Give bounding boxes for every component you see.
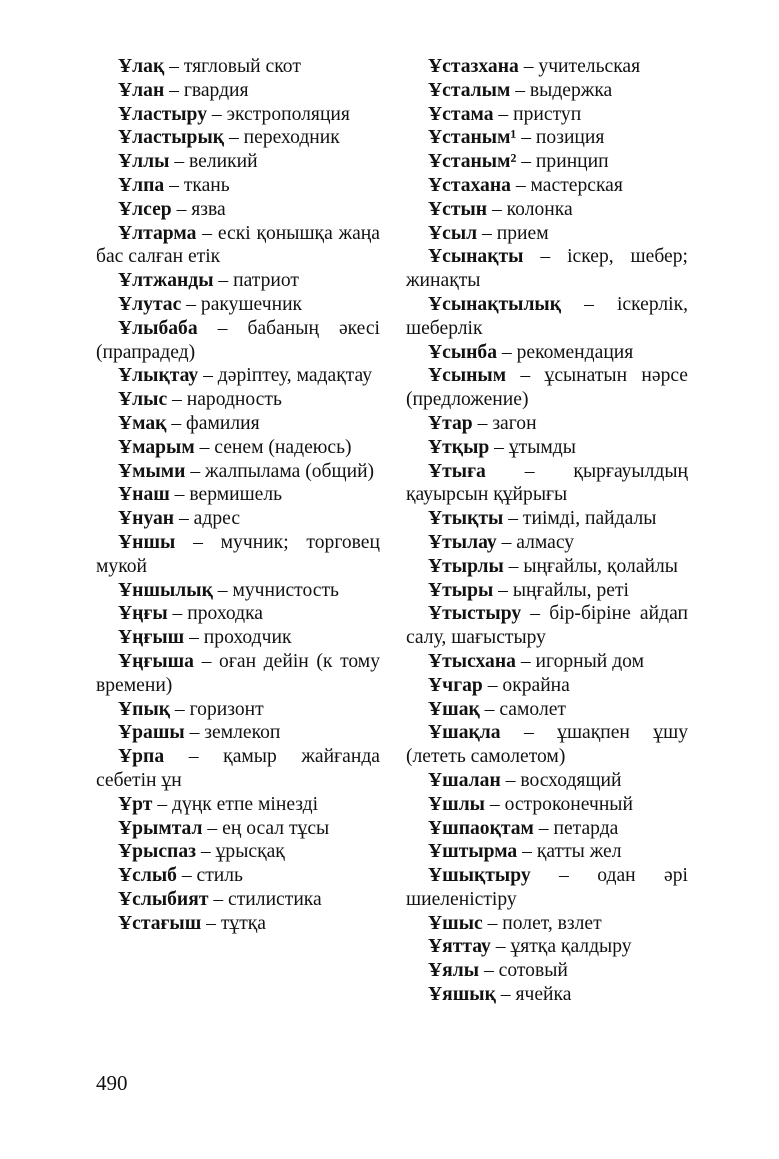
translation: – гвардия (164, 79, 249, 101)
translation: – ячейка (495, 984, 572, 1006)
headword: Ұластыру (118, 103, 207, 125)
translation: – позиция (516, 127, 605, 149)
dictionary-entry (406, 341, 688, 365)
dictionary-entry (406, 983, 688, 1007)
translation: – тягловый скот (164, 56, 301, 77)
headword: Ұстағыш (118, 912, 202, 934)
translation: – дүңк етпе мінезді (152, 793, 319, 815)
headword: Ұстама (428, 103, 494, 125)
translation: – петарда (533, 817, 619, 839)
translation: – окрайна (482, 674, 570, 696)
headword: Ұстаным¹ (428, 127, 517, 149)
dictionary-entry (96, 460, 380, 484)
translation: – ракушечник (181, 293, 303, 315)
dictionary-entry (96, 317, 380, 365)
headword: Ұлақ (118, 56, 165, 77)
translation: – ұятқа қалдыру (490, 936, 632, 958)
dictionary-entry (406, 912, 688, 936)
headword: Ұрымтал (118, 817, 203, 839)
translation: – оған дейін (к тому времени) (96, 650, 380, 696)
dictionary-entry (406, 174, 688, 198)
headword: Ұчгар (428, 674, 483, 696)
translation: – вермишель (169, 484, 283, 506)
translation: – ұшақпен ұшу (лететь самолетом) (406, 722, 688, 768)
dictionary-entry (406, 817, 688, 841)
headword: Ұңғы (118, 603, 168, 625)
right-column (406, 55, 688, 1007)
headword: Ұслыб (118, 865, 177, 887)
headword: Ұнаш (118, 484, 170, 506)
translation: – восходящий (500, 769, 622, 791)
dictionary-entry (406, 245, 688, 293)
dictionary-entry (406, 793, 688, 817)
translation: – ұсынатын нәрсе (предложение) (406, 365, 688, 411)
headword: Ұшпаоқтам (428, 817, 534, 839)
translation: – выдержка (510, 79, 613, 101)
headword: Ұнуан (118, 508, 175, 530)
translation: – тиімді, пайдалы (503, 508, 657, 530)
dictionary-entry (96, 388, 380, 412)
translation: – ұтымды (489, 436, 576, 458)
translation: – переходник (224, 127, 340, 149)
dictionary-entry (406, 198, 688, 222)
translation: – великий (169, 151, 258, 173)
headword: Ұтыстыру (428, 603, 522, 625)
headword: Ұшалан (428, 769, 501, 791)
headword: Ұпық (118, 698, 171, 720)
translation: – ыңғайлы, қолайлы (503, 555, 678, 577)
headword: Ұсынба (428, 341, 498, 363)
translation: – горизонт (170, 698, 264, 720)
translation: – стиль (176, 865, 243, 887)
headword: Ұшлы (428, 793, 485, 815)
translation: – землекоп (184, 722, 281, 744)
translation: – учительская (518, 56, 641, 77)
translation: – одан әрі шиеленістіру (406, 865, 688, 910)
dictionary-entry (406, 126, 688, 150)
translation: – язва (171, 198, 226, 220)
headword: Ұтықты (428, 508, 504, 530)
translation: – прием (477, 222, 549, 244)
dictionary-entry (406, 436, 688, 460)
dictionary-entry (96, 602, 380, 626)
dictionary-entry (96, 103, 380, 127)
translation: – тұтқа (201, 912, 266, 934)
translation: – іскерлік, шеберлік (406, 293, 688, 339)
translation: – жалпылама (общий) (185, 460, 375, 482)
headword: Ұштырма (428, 841, 518, 863)
translation: – бір-біріне айдап салу, шағыстыру (406, 603, 688, 649)
translation: – ыңғайлы, реті (493, 579, 629, 601)
translation: – алмасу (496, 531, 575, 553)
translation: – колонка (487, 198, 573, 220)
translation: – қырғауылдың қауырсын құйрығы (406, 460, 688, 506)
translation: – іскер, шебер; жинақты (406, 246, 688, 292)
translation: – фамилия (166, 412, 260, 434)
dictionary-entry (406, 840, 688, 864)
translation: – адрес (174, 508, 241, 530)
headword: Ұстазхана (428, 56, 519, 77)
headword: Ұтылау (428, 531, 497, 553)
headword: Ұлыс (118, 389, 168, 411)
translation: – ең осал тұсы (202, 817, 330, 839)
dictionary-entry (96, 436, 380, 460)
headword: Ұншы (118, 531, 176, 553)
headword: Ұрашы (118, 722, 185, 744)
dictionary-entry (406, 364, 688, 412)
headword: Ұлыбаба (118, 317, 198, 339)
headword: Ұсынақты (428, 246, 524, 268)
headword: Ұластырық (118, 127, 225, 149)
headword: Ұрыспаз (118, 841, 197, 863)
dictionary-entry (96, 198, 380, 222)
dictionary-entry (406, 579, 688, 603)
headword: Ұлан (118, 79, 165, 101)
dictionary-entry (406, 150, 688, 174)
translation: – рекомендация (497, 341, 634, 363)
headword: Ұмақ (118, 412, 167, 434)
dictionary-entry (406, 602, 688, 650)
dictionary-entry (406, 55, 688, 79)
translation: – сенем (надеюсь) (194, 436, 352, 458)
headword: Ұяттау (428, 936, 491, 958)
translation: – мучник; торговец мукой (96, 531, 380, 577)
translation: – игорный дом (515, 650, 644, 672)
dictionary-entry (96, 483, 380, 507)
dictionary-entry (96, 793, 380, 817)
headword: Ұтқыр (428, 436, 490, 458)
dictionary-entry (406, 721, 688, 769)
translation: – остроконечный (484, 793, 633, 815)
headword: Ұңғыша (118, 650, 194, 672)
dictionary-entry (96, 293, 380, 317)
headword: Ұшақ (428, 698, 480, 720)
headword: Ұсыным (428, 365, 507, 387)
translation: – мучнистость (212, 579, 339, 601)
dictionary-entry (406, 222, 688, 246)
dictionary-entry (96, 531, 380, 579)
dictionary-entry (406, 959, 688, 983)
headword: Ұстахана (428, 174, 511, 196)
dictionary-entry (406, 103, 688, 127)
translation: – экстрополяция (207, 103, 350, 125)
headword: Ұтысхана (428, 650, 516, 672)
headword: Ұлутас (118, 293, 182, 315)
headword: Ұтырлы (428, 555, 504, 577)
translation: – ұрысқақ (196, 841, 285, 863)
dictionary-entry (406, 79, 688, 103)
translation: – загон (472, 412, 537, 434)
translation: – народность (167, 389, 282, 411)
translation: – проходчик (184, 627, 292, 649)
dictionary-entry (96, 888, 380, 912)
dictionary-entry (406, 507, 688, 531)
translation: – сотовый (479, 960, 568, 982)
dictionary-entry (406, 650, 688, 674)
headword: Ұңғыш (118, 627, 185, 649)
translation: – патриот (213, 270, 299, 292)
headword: Ұншылық (118, 579, 213, 601)
headword: Ұлтарма (118, 222, 197, 244)
dictionary-entry (96, 269, 380, 293)
headword: Ұстын (428, 198, 488, 220)
headword: Ұшыс (428, 912, 483, 934)
headword: Ұшақла (428, 722, 501, 744)
dictionary-entry (406, 864, 688, 912)
translation: – ткань (164, 174, 230, 196)
headword: Ұсталым (428, 79, 511, 101)
headword: Ұтыға (428, 460, 486, 482)
headword: Ұсыл (428, 222, 478, 244)
translation: – стилистика (208, 888, 322, 910)
dictionary-entry (96, 79, 380, 103)
dictionary-entry (96, 55, 380, 79)
dictionary-entry (96, 174, 380, 198)
translation: – проходка (167, 603, 263, 625)
dictionary-entry (96, 840, 380, 864)
headword: Ұлтжанды (118, 270, 214, 292)
dictionary-entry (96, 745, 380, 793)
headword: Ұшықтыру (428, 865, 531, 887)
dictionary-entry (96, 650, 380, 698)
headword: Ұлсер (118, 198, 172, 220)
dictionary-entry (406, 531, 688, 555)
headword: Ұлықтау (118, 365, 199, 387)
headword: Ұрпа (118, 746, 165, 768)
translation: – полет, взлет (482, 912, 602, 934)
page-number: 490 (96, 1071, 128, 1095)
translation: – мастерская (510, 174, 623, 196)
translation: – самолет (479, 698, 566, 720)
dictionary-entry (406, 412, 688, 436)
dictionary-entry (406, 935, 688, 959)
headword: Ұтыры (428, 579, 494, 601)
dictionary-entry (96, 817, 380, 841)
dictionary-entry (406, 293, 688, 341)
headword: Ұслыбият (118, 888, 209, 910)
dictionary-entry (96, 412, 380, 436)
dictionary-entry (96, 126, 380, 150)
dictionary-entry (406, 698, 688, 722)
headword: Ұрт (118, 793, 153, 815)
dictionary-entry (96, 507, 380, 531)
translation: – дәріптеу, мадақтау (198, 365, 373, 387)
headword: Ұллы (118, 151, 170, 173)
dictionary-entry (96, 364, 380, 388)
translation: – приступ (493, 103, 582, 125)
translation: – қатты жел (517, 841, 622, 863)
translation: – бабаның әкесі (прапрадед) (96, 317, 380, 363)
dictionary-entry (96, 912, 380, 936)
headword: Ұсынақтылық (428, 293, 562, 315)
headword: Ұялы (428, 960, 480, 982)
translation: – принцип (516, 151, 609, 173)
headword: Ұмарым (118, 436, 195, 458)
dictionary-entry (406, 769, 688, 793)
headword: Ұтар (428, 412, 473, 434)
left-column (96, 55, 380, 935)
headword: Ұмыми (118, 460, 186, 482)
dictionary-entry (96, 698, 380, 722)
dictionary-entry (96, 626, 380, 650)
dictionary-entry (96, 222, 380, 270)
translation: – ескі қонышқа жаңа бас салған етік (96, 222, 380, 268)
dictionary-entry (96, 579, 380, 603)
headword: Ұстаным² (428, 151, 517, 173)
headword: Ұяшық (428, 984, 496, 1006)
dictionary-entry (96, 721, 380, 745)
dictionary-entry (96, 864, 380, 888)
dictionary-entry (406, 555, 688, 579)
headword: Ұлпа (118, 174, 165, 196)
dictionary-entry (406, 460, 688, 508)
translation: – қамыр жайғанда себетін ұн (96, 746, 380, 791)
dictionary-entry (96, 150, 380, 174)
dictionary-entry (406, 674, 688, 698)
